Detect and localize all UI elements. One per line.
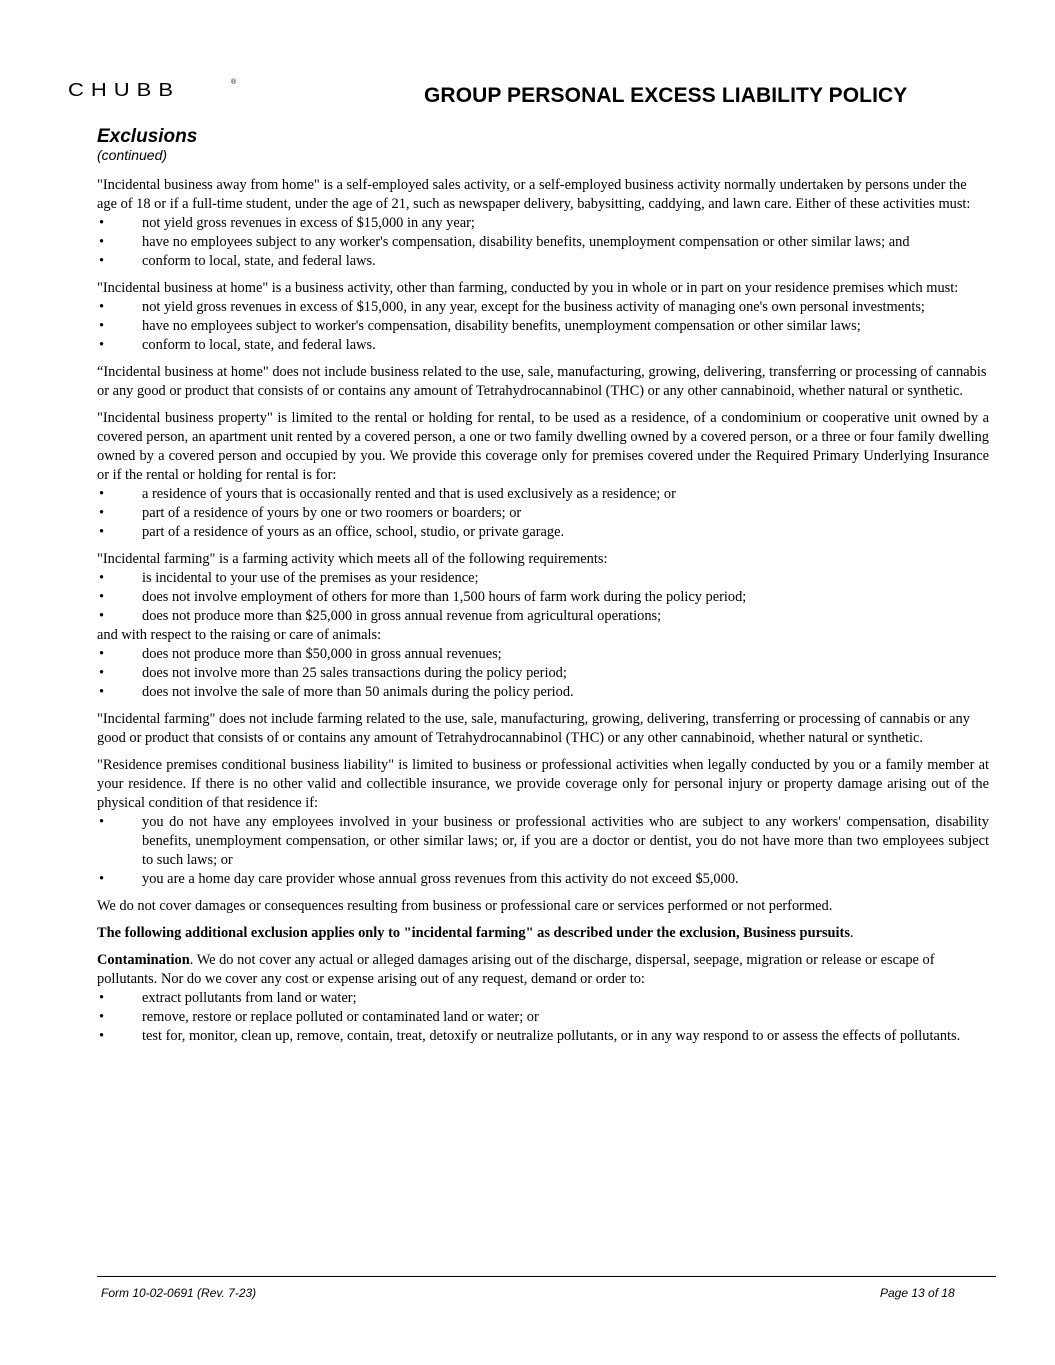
list-item: • test for, monitor, clean up, remove, contain, treat, detoxify or neutralize pollutants, or in any way respond to or assess the effects of pollutants. — [97, 1027, 989, 1046]
document-title: GROUP PERSONAL EXCESS LIABILITY POLICY — [424, 84, 908, 107]
trailing-period: . — [849, 925, 854, 941]
document-body — [97, 176, 989, 1054]
footer-form-number: Form 10-02-0691 (Rev. 7-23) — [101, 1286, 257, 1300]
bullet-list-home — [97, 298, 989, 355]
contamination-heading: Contamination — [97, 952, 190, 968]
list-item: • does not produce more than $50,000 in gross annual revenues; — [97, 645, 989, 664]
list-item: • part of a residence of yours by one or two roomers or boarders; or — [97, 504, 989, 523]
paragraph-incidental-business-home: "Incidental business at home" is a business activity, other than farming, conducted by you in whole or in part on your residence premises which must: — [97, 280, 959, 296]
list-item: • conform to local, state, and federal laws. — [97, 336, 989, 355]
list-item: • part of a residence of yours as an office, school, studio, or private garage. — [97, 523, 989, 542]
bullet-list-contamination — [97, 989, 989, 1046]
bullet-list-farming — [97, 569, 989, 626]
list-item: • does not involve employment of others for more than 1,500 hours of farm work during the policy period; — [97, 588, 989, 607]
list-item: • a residence of yours that is occasionally rented and that is used exclusively as a residence; or — [97, 485, 989, 504]
paragraph-residence-premises: "Residence premises conditional business liability" is limited to business or professional activities when legally conducted by you or a family member at your residence. If there is no other valid and collectible insurance, we provide coverage only for personal injury or property damage arising out of the physical condition of that residence if: — [97, 757, 989, 811]
paragraph-animals: and with respect to the raising or care of animals: — [97, 627, 382, 643]
bullet-list-animals — [97, 645, 989, 702]
bullet-list-residence — [97, 813, 989, 889]
section-title: Exclusions — [97, 126, 198, 147]
paragraph-no-cover-damages: We do not cover damages or consequences resulting from business or professional care or services performed or not performed. — [97, 898, 833, 914]
paragraph-farming-cannabis: "Incidental farming" does not include farming related to the use, sale, manufacturing, growing, delivering, transferring or processing of cannabis or any good or product that consists of or contains any amount of Tetrahydrocannabinol (THC) or any other cannabinoid, whether natural or synthetic. — [97, 711, 970, 746]
contamination-text: . We do not cover any actual or alleged damages arising out of the discharge, dispersal, seepage, migration or release or escape of pollutants. Nor do we cover any cost or expense arising out of any request, demand or order to: — [97, 952, 935, 987]
paragraph-additional-exclusion — [97, 924, 989, 943]
paragraph-incidental-business-property: "Incidental business property" is limited to the rental or holding for rental, to be used as a residence, of a condominium or cooperative unit owned by a covered person, an apartment unit rented by a covered person, a one or two family dwelling owned by a covered person, or a three or four family dwelling owned by a covered person and occupied by you. We provide this coverage only for premises covered under the Required Primary Underlying Insurance or if the rental or holding for rental is for: — [97, 410, 989, 483]
logo-wordmark: CHUBB — [68, 79, 181, 100]
paragraph-incidental-farming: "Incidental farming" is a farming activity which meets all of the following requirements: — [97, 551, 608, 567]
footer-divider — [97, 1276, 996, 1277]
list-item: • not yield gross revenues in excess of $15,000 in any year; — [97, 214, 989, 233]
section-subtitle: (continued) — [97, 147, 168, 163]
list-item: • you do not have any employees involved in your business or professional activities who are subject to any workers' compensation, disability benefits, unemployment compensation, or other similar laws; or, if you are a doctor or dentist, you do not have more than two employees subject to such laws; or — [97, 813, 989, 870]
bullet-list-property — [97, 485, 989, 542]
list-item: • not yield gross revenues in excess of $15,000, in any year, except for the business activity of managing one's own personal investments; — [97, 298, 989, 317]
list-item: • conform to local, state, and federal laws. — [97, 252, 989, 271]
chubb-logo — [68, 79, 237, 103]
bold-text: The following additional exclusion applies only to "incidental farming" as described under the exclusion, Business pursuits — [97, 925, 850, 941]
paragraph-home-cannabis: “Incidental business at home" does not include business related to the use, sale, manufacturing, growing, delivering, transferring or processing of cannabis or any good or product that consists of or contains any amount of Tetrahydrocannabinol (THC) or any other cannabinoid, whether natural or synthetic. — [97, 364, 987, 399]
list-item: • remove, restore or replace polluted or contaminated land or water; or — [97, 1008, 989, 1027]
paragraph-contamination — [97, 951, 989, 989]
bullet-list-away — [97, 214, 989, 271]
list-item: • is incidental to your use of the premises as your residence; — [97, 569, 989, 588]
list-item: • you are a home day care provider whose annual gross revenues from this activity do not exceed $5,000. — [97, 870, 989, 889]
footer-page-number: Page 13 of 18 — [880, 1286, 955, 1300]
list-item: • does not involve the sale of more than 50 animals during the policy period. — [97, 683, 989, 702]
list-item: • does not produce more than $25,000 in gross annual revenue from agricultural operations; — [97, 607, 989, 626]
list-item: • have no employees subject to any worker's compensation, disability benefits, unemployment compensation or other similar laws; and — [97, 233, 989, 252]
list-item: • extract pollutants from land or water; — [97, 989, 989, 1008]
paragraph-incidental-business-away: "Incidental business away from home" is a self-employed sales activity, or a self-employed business activity normally undertaken by persons under the age of 18 or if a full-time student, under the age of 21, such as newspaper delivery, babysitting, caddying, and lawn care. Either of these activities must: — [97, 177, 971, 212]
list-item: • does not involve more than 25 sales transactions during the policy period; — [97, 664, 989, 683]
list-item: • have no employees subject to worker's compensation, disability benefits, unemployment compensation or other similar laws; — [97, 317, 989, 336]
registered-mark: ® — [231, 79, 237, 86]
